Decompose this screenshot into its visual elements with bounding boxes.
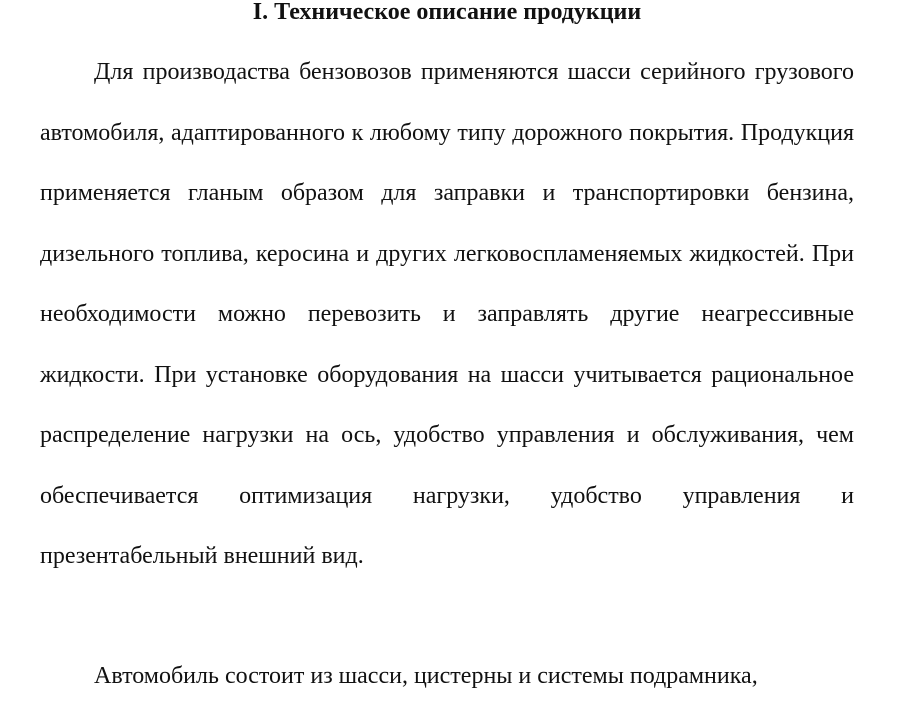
paragraph-vehicle-composition: Автомобиль состоит из шасси, цистерны и системы подрамника, bbox=[94, 663, 758, 689]
paragraph-product-description: Для производаства бензовозов применяются шасси серийного грузового автомобиля, адаптированного к любому типу дорожного покрытия. Продукция применяется гланым образом для заправки и транспортировки бензина, дизельного топлива, керосина и других легковоспламеняемых жидкостей. При необходимости можно перевозить и заправлять другие неагрессивные жидкости. При установке оборудования на шасси учитывается рациональное распределение нагрузки на ось, удобство управления и обслуживания, чем обеспечивается оптимизация нагрузки, удобство управления и презентабельный внешний вид. bbox=[40, 59, 854, 569]
section-heading: I. Техническое описание продукции bbox=[252, 0, 642, 25]
